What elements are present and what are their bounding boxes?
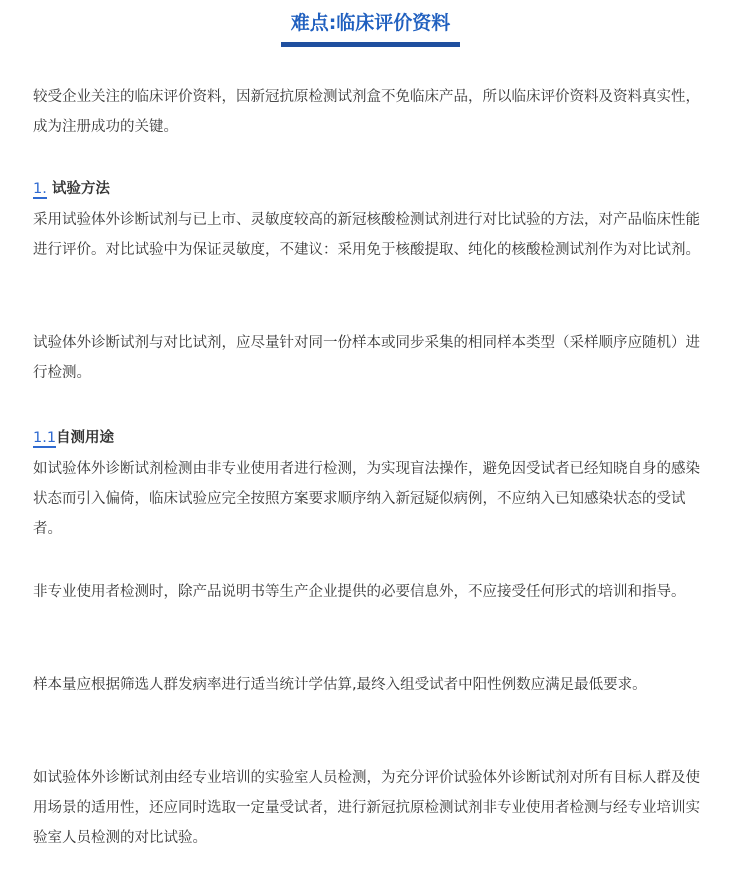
title-wrap (0, 10, 741, 47)
self-test-paragraph-1: 如试验体外诊断试剂检测由非专业使用者进行检测，为实现盲法操作，避免因受试者已经知晓自身的感染状态而引入偏倚，临床试验应完全按照方案要求顺序纳入新冠疑似病例，不应纳入已知感染状态的受试者。 (33, 461, 700, 537)
section-number: 1.1 (33, 430, 57, 446)
test-method-paragraph-2: 试验体外诊断试剂与对比试剂，应尽量针对同一份样本或同步采集的相同样本类型（采样顺序应随机）进行检测。 (33, 335, 700, 381)
self-test-paragraph-4: 如试验体外诊断试剂由经专业培训的实验室人员检测，为充分评价试验体外诊断试剂对所有目标人群及使用场景的适用性，还应同时选取一定量受试者，进行新冠抗原检测试剂非专业使用者检测与经专业培训实验室人员检测的对比试验。 (33, 770, 700, 846)
self-test-paragraph-3: 样本量应根据筛选人群发病率进行适当统计学估算,最终入组受试者中阳性例数应满足最低要求。 (33, 677, 647, 693)
section-title: 试验方法 (46, 181, 110, 197)
page-title: 难点:临床评价资料 (281, 10, 461, 47)
test-method-paragraph-1: 采用试验体外诊断试剂与已上市、灵敏度较高的新冠核酸检测试剂进行对比试验的方法，对产品临床性能进行评价。对比试验中为保证灵敏度，不建议：采用免于核酸提取、纯化的核酸检测试剂作为对比试剂。 (33, 212, 700, 258)
intro-paragraph: 较受企业关注的临床评价资料，因新冠抗原检测试剂盒不免临床产品，所以临床评价资料及资料真实性，成为注册成功的关键。 (33, 89, 700, 135)
section-heading-self-test (33, 427, 114, 450)
section-title: 自测用途 (56, 430, 115, 446)
self-test-paragraph-2: 非专业使用者检测时，除产品说明书等生产企业提供的必要信息外，不应接受任何形式的培训和指导。 (33, 584, 686, 600)
section-number: 1. (33, 181, 47, 197)
section-heading-test-method (33, 178, 110, 201)
